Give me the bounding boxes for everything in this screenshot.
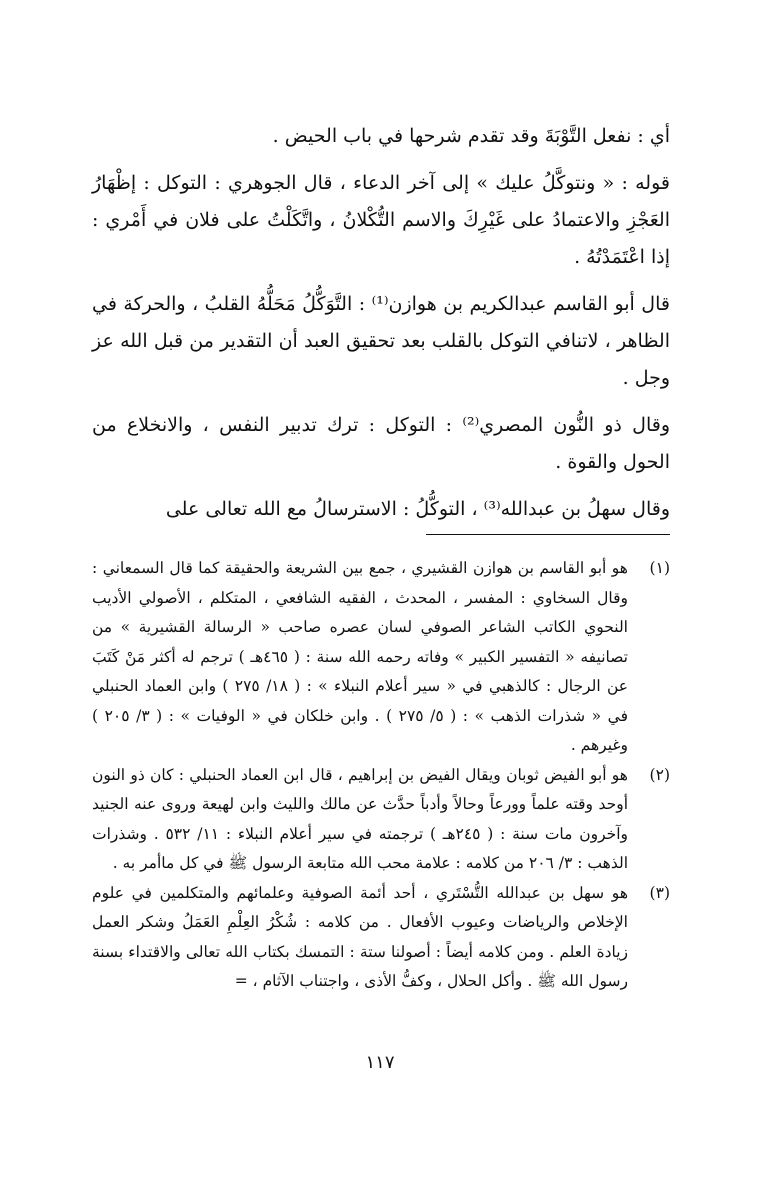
footnote-text: هو سهل بن عبدالله التُّسْتَري ، أحد أئمة الصوفية وعلمائهم والمتكلمين في علوم الإخلاص والرياضات وعيوب الأفعال . من كلامه : شُكْرُ العِلْمِ العَمَلُ وشكر العمل زيادة العلم . ومن كلامه أيضاً : أصولنا ستة : التمسك بكتاب الله تعالى والاقتداء بسنة رسول الله ﷺ . وأكل الحلال ، وكفُّ الأذى ، واجتناب الآثام ، = — [92, 883, 628, 990]
paragraph-2: قوله : « ونتوكَّلُ عليك » إلى آخر الدعاء ، قال الجوهري : التوكل : إظْهَارُ العَجْزِ والاعتمادُ على غَيْرِكَ والاسم التُّكْلانُ ، واتَّكَلْتُ على فلان في أَمْري : إذا اعْتَمَدْتُهُ . — [92, 172, 670, 268]
footnote-number: (٢) — [649, 765, 670, 784]
footnotes — [92, 554, 670, 997]
paragraph-1: أي : نفعل التَّوْبَةَ وقد تقدم شرحها في باب الحيض . — [272, 125, 670, 147]
paragraph-3: قال أبو القاسم عبدالكريم بن هوازن⁽¹⁾ : التَّوَكُّلُ مَحَلُّهُ القلبُ ، والحركة في الظاهر ، لاتنافي التوكل بالقلب بعد تحقيق العبد أن التقدير من قبل الله عز وجل . — [92, 293, 670, 389]
footnote-text: هو أبو الفيض ثوبان ويقال الفيض بن إبراهيم ، قال ابن العماد الحنبلي : كان ذو النون أوحد وقته علماً وورعاً وحالاً وأدباً حدَّث عن مالك والليث وابن لهيعة وروى عنه الجنيد وآخرون مات سنة : ( ٢٤٥هـ ) ترجمته في سير أعلام النبلاء : ١١/ ٥٣٢ . وشذرات الذهب : ٣/ ٢٠٦ من كلامه : علامة محب الله متابعة الرسول ﷺ في كل ماأمر به . — [92, 765, 628, 872]
main-text — [92, 118, 670, 528]
page-number: ١١٧ — [365, 1052, 395, 1073]
footnote-separator — [426, 534, 670, 535]
footnote-1 — [92, 554, 670, 761]
footnote-number: (١) — [649, 559, 670, 577]
paragraph-5: وقال سهلُ بن عبدالله⁽³⁾ ، التوكُّلُ : الاسترسالُ مع الله تعالى على — [165, 498, 670, 520]
paragraph-4: وقال ذو النُّون المصري⁽²⁾ : التوكل : ترك تدبير النفس ، والانخلاع من الحول والقوة . — [92, 414, 670, 473]
footnote-number: (٣) — [649, 883, 670, 902]
footnote-text: هو أبو القاسم بن هوازن القشيري ، جمع بين الشريعة والحقيقة كما قال السمعاني : وقال السخاوي : المفسر ، المحدث ، الفقيه الشافعي ، المتكلم ، الأصولي الأديب النحوي الكاتب الشاعر الصوفي لسان عصره صاحب « الرسالة القشيرية » من تصانيفه « التفسير الكبير » وفاته رحمه الله سنة : ( ٤٦٥هـ ) ترجم له أكثر مَنْ كَتَبَ عن الرجال : كالذهبي في « سير أعلام النبلاء » : ( ١٨/ ٢٧٥ ) وابن العماد الحنبلي في « شذرات الذهب » : ( ٥/ ٢٧٥ ) . وابن خلكان في « الوفيات » : ( ٣/ ٢٠٥ ) وغيرهم . — [92, 559, 629, 754]
footnote-3 — [92, 879, 670, 997]
footnote-2 — [92, 761, 670, 879]
